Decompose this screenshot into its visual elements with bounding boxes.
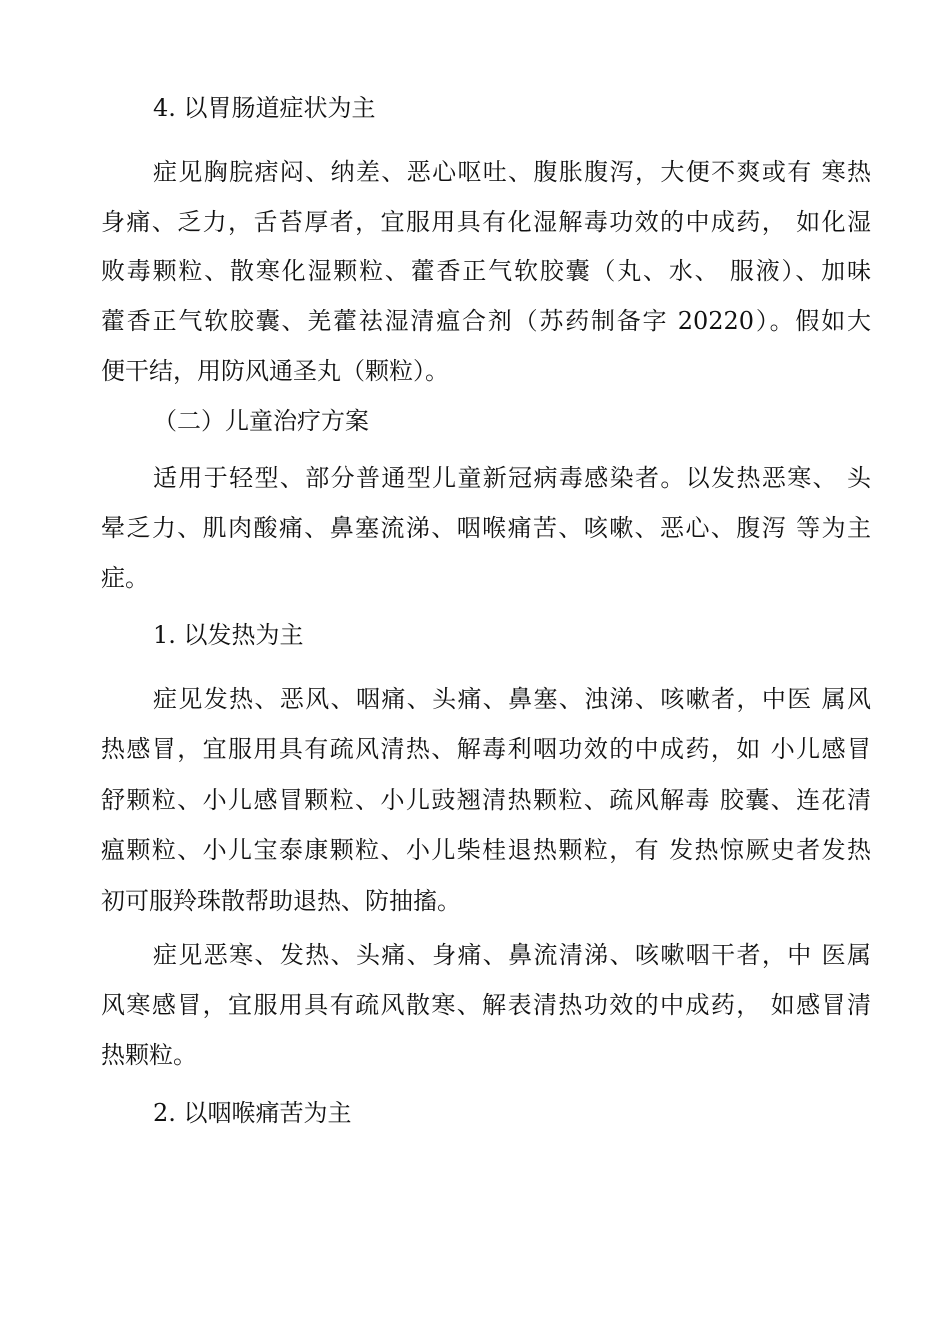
paragraph-line: 便干结，用防风通圣丸（颗粒）。 (101, 357, 449, 385)
paragraph-line: 初可服羚珠散帮助退热、防抽搐。 (101, 887, 461, 915)
paragraph-line: 瘟颗粒、小儿宝泰康颗粒、小儿柴桂退热颗粒，有 发热惊厥史者发热 (101, 836, 871, 864)
paragraph-line: 藿香正气软胶囊、羌藿祛湿清瘟合剂（苏药制备字 20220）。假如大 (101, 307, 871, 335)
heading-fever: 1. 以发热为主 (153, 621, 304, 649)
paragraph-line: 症见发热、恶风、咽痛、头痛、鼻塞、浊涕、咳嗽者，中医 属风 (153, 685, 871, 713)
paragraph-line: 身痛、乏力，舌苔厚者，宜服用具有化湿解毒功效的中成药， 如化湿 (101, 208, 871, 236)
paragraph-line: 适用于轻型、部分普通型儿童新冠病毒感染者。以发热恶寒、 头 (153, 464, 871, 492)
paragraph-line: 症见胸脘痞闷、纳差、恶心呕吐、腹胀腹泻，大便不爽或有 寒热 (153, 158, 871, 186)
paragraph-line: 症。 (101, 564, 149, 592)
paragraph-line: 症见恶寒、发热、头痛、身痛、鼻流清涕、咳嗽咽干者，中 医属 (153, 941, 871, 969)
heading-throat: 2. 以咽喉痛苦为主 (153, 1099, 352, 1127)
paragraph-line: 晕乏力、肌肉酸痛、鼻塞流涕、咽喉痛苦、咳嗽、恶心、腹泻 等为主 (101, 514, 871, 542)
paragraph-line: 舒颗粒、小儿感冒颗粒、小儿豉翘清热颗粒、疏风解毒 胶囊、连花清 (101, 786, 871, 814)
paragraph-line: 败毒颗粒、散寒化湿颗粒、藿香正气软胶囊（丸、水、 服液）、加味 (101, 257, 871, 285)
paragraph-line: 风寒感冒，宜服用具有疏风散寒、解表清热功效的中成药， 如感冒清 (101, 991, 871, 1019)
paragraph-line: 热颗粒。 (101, 1041, 197, 1069)
section-heading-children: （二）儿童治疗方案 (153, 407, 369, 435)
heading-gastro: 4. 以胃肠道症状为主 (153, 94, 376, 122)
paragraph-line: 热感冒，宜服用具有疏风清热、解毒利咽功效的中成药，如 小儿感冒 (101, 735, 871, 763)
